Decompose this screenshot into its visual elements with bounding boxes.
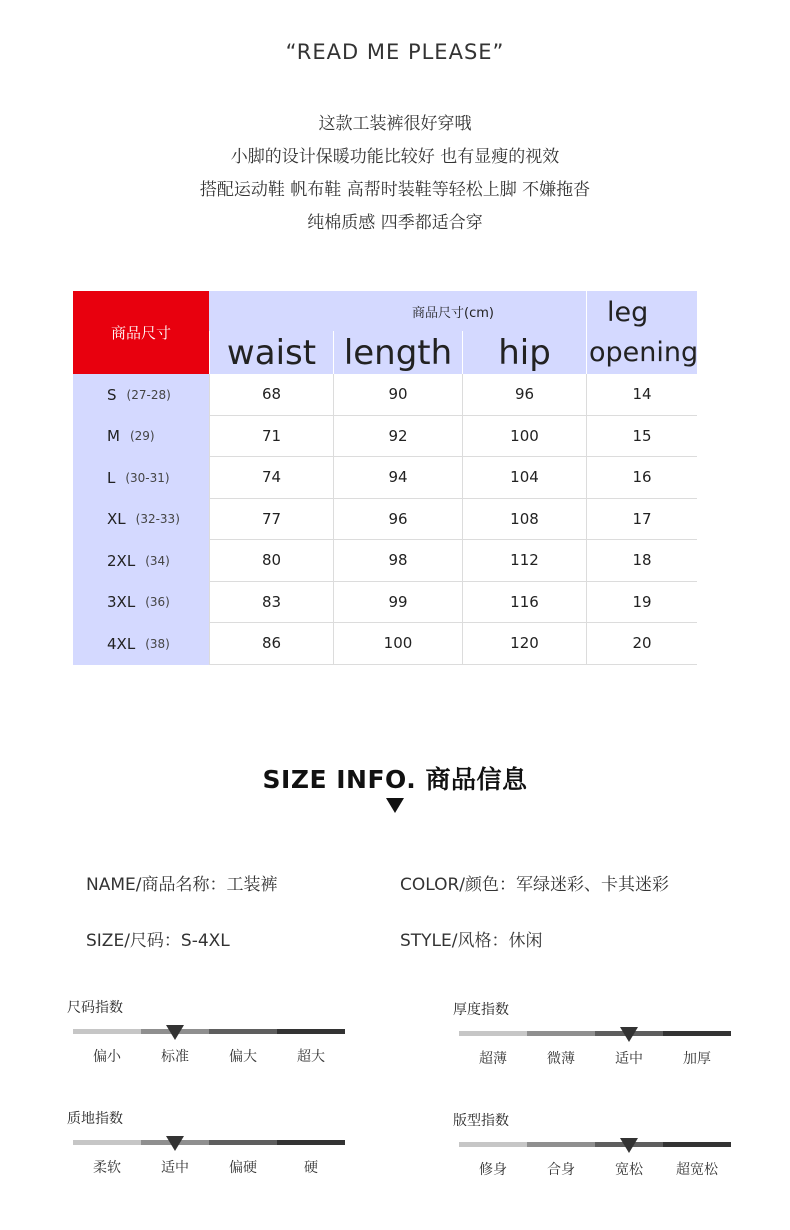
intro-line: 小脚的设计保暖功能比较好 也有显瘦的视效 [230,147,560,167]
meter-option: 宽松 [615,1162,643,1178]
size-label-cell [73,416,209,458]
table-cell: 15 [586,416,697,458]
table-cell: 108 [462,499,586,541]
meter-option: 超宽松 [676,1162,718,1178]
meter-bar [459,1142,731,1147]
table-cell: 90 [333,374,462,416]
meter-segment [527,1031,595,1036]
table-cell: 16 [586,457,697,499]
meter-option: 硬 [304,1160,318,1176]
meter-bar [73,1140,345,1145]
size-label-cell [73,374,209,416]
size-info-title: SIZE INFO. 商品信息 [262,765,528,794]
meter-segment [663,1031,731,1036]
meter-option: 柔软 [93,1160,121,1176]
table-cell: 100 [462,416,586,458]
meter-label: 版型指数 [453,1113,509,1129]
product-intro [0,108,790,240]
table-cell: 94 [333,457,462,499]
meter-segment [73,1140,141,1145]
column-header: length [333,331,462,374]
table-cell: 68 [209,374,333,416]
meter-option: 偏小 [93,1049,121,1065]
meter-segment [277,1029,345,1034]
meter-segment [73,1029,141,1034]
product-name: NAME/商品名称：工装裤 [86,875,278,895]
table-cell: 83 [209,582,333,624]
meter-segment [209,1140,277,1145]
table-cell: 77 [209,499,333,541]
size-label-cell [73,623,209,665]
meter-segment [277,1140,345,1145]
page-heading: “READ ME PLEASE” [285,40,505,64]
size-name: L [107,468,116,487]
size-code: (34) [145,553,170,568]
size-code: (36) [145,595,170,610]
meter-label: 厚度指数 [453,1002,509,1018]
size-code: (38) [145,636,170,651]
intro-line: 纯棉质感 四季都适合穿 [307,213,483,233]
intro-line: 搭配运动鞋 帆布鞋 高帮时装鞋等轻松上脚 不嫌拖沓 [199,180,591,200]
table-cell: 104 [462,457,586,499]
size-name: M [107,427,120,446]
size-name: S [107,385,117,404]
size-table [73,291,697,663]
size-label-cell [73,582,209,624]
meter-bar [459,1031,731,1036]
meter-pointer-icon [620,1138,638,1153]
meter-segment [459,1142,527,1147]
column-header-word: leg [607,297,649,328]
table-cell: 98 [333,540,462,582]
meter-pointer-icon [166,1025,184,1040]
table-cell: 112 [462,540,586,582]
meter-label: 尺码指数 [67,1000,123,1016]
size-name: 4XL [107,634,136,653]
size-label-cell [73,457,209,499]
table-corner-label: 商品尺寸 [73,291,209,374]
size-label-cell [73,540,209,582]
meter-segment [209,1029,277,1034]
product-size: SIZE/尺码：S-4XL [86,931,230,951]
meter-option: 合身 [547,1162,575,1178]
table-cell: 14 [586,374,697,416]
table-cell: 96 [333,499,462,541]
meter-option: 适中 [615,1051,643,1067]
meter-segment [527,1142,595,1147]
table-cell: 17 [586,499,697,541]
table-cell: 19 [586,582,697,624]
size-code: (30-31) [125,470,170,485]
size-name: 2XL [107,551,136,570]
product-style: STYLE/风格：休闲 [400,931,543,951]
product-color: COLOR/颜色：军绿迷彩、卡其迷彩 [400,875,670,895]
table-cell: 116 [462,582,586,624]
table-header-title: 商品尺寸(cm) [412,305,494,321]
table-cell: 120 [462,623,586,665]
down-arrow-icon [386,798,404,813]
table-cell: 100 [333,623,462,665]
table-cell: 71 [209,416,333,458]
meter-option: 超薄 [479,1051,507,1067]
table-cell: 18 [586,540,697,582]
meter-option: 微薄 [547,1051,575,1067]
table-cell: 74 [209,457,333,499]
size-code: (29) [129,429,155,444]
size-code: (27-28) [126,387,171,402]
table-cell: 99 [333,582,462,624]
meter-option: 偏硬 [229,1160,257,1176]
table-cell: 92 [333,416,462,458]
meter-pointer-icon [620,1027,638,1042]
column-header: waist [209,331,333,374]
column-header: hip [462,331,586,374]
table-cell: 96 [462,374,586,416]
table-cell: 80 [209,540,333,582]
meter-option: 修身 [479,1162,507,1178]
meter-bar [73,1029,345,1034]
meter-segment [663,1142,731,1147]
meter-label: 质地指数 [67,1111,123,1127]
table-cell: 20 [586,623,697,665]
meter-option: 标准 [161,1049,189,1065]
meter-option: 偏大 [229,1049,257,1065]
meter-option: 适中 [161,1160,189,1176]
size-name: XL [107,510,126,529]
meter-option: 超大 [297,1049,325,1065]
size-name: 3XL [107,593,136,612]
column-header-word: opening [589,337,699,368]
size-label-cell [73,499,209,541]
meter-pointer-icon [166,1136,184,1151]
meter-option: 加厚 [683,1051,711,1067]
size-code: (32-33) [135,512,180,527]
intro-line: 这款工装裤很好穿哦 [318,114,472,134]
table-cell: 86 [209,623,333,665]
meter-segment [459,1031,527,1036]
